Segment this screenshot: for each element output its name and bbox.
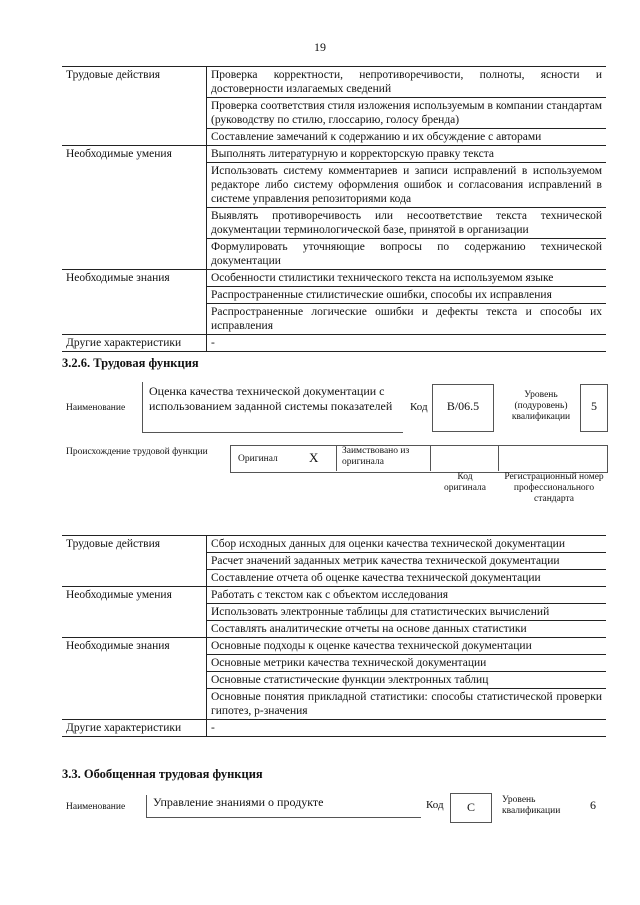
level-box — [580, 384, 608, 432]
table2-row — [62, 638, 606, 655]
orig-code-label: Код оригинала — [444, 472, 486, 493]
item-cell: Расчет значений заданных метрик качества технической документации — [207, 553, 607, 570]
item-cell: Составление отчета об оценке качества технической документации — [207, 570, 607, 587]
name-label-3-3: Наименование — [66, 802, 126, 812]
item-cell: - — [207, 720, 607, 737]
borrowed-label: Заимствовано из оригинала — [342, 446, 410, 467]
original-mark: X — [309, 450, 319, 465]
item-cell: Выполнять литературную и корректорскую правку текста — [207, 146, 607, 163]
level-label-3-3: Уровень квалификации — [502, 795, 561, 816]
page-number: 19 — [314, 40, 326, 54]
category-cell: Необходимые знания — [62, 270, 207, 335]
generalized-name-box — [146, 795, 421, 818]
item-cell: Использовать электронные таблицы для статистических вычислений — [207, 604, 607, 621]
function-name: Оценка качества технической документации с использованием заданной системы показателей — [149, 384, 393, 413]
code-value: B/06.5 — [446, 399, 480, 413]
item-cell: Основные понятия прикладной статистики: способы статистической проверки гипотез, p-значения — [207, 689, 607, 720]
item-cell: Распространенные логические ошибки и дефекты текста и способы их исправления — [207, 304, 607, 335]
origin-divider-3 — [498, 445, 499, 471]
item-cell: Особенности стилистики технического текста на используемом языке — [207, 270, 607, 287]
original-label: Оригинал — [238, 454, 278, 464]
item-cell: Составление замечаний к содержанию и их обсуждение с авторами — [207, 129, 607, 146]
item-cell: Выявлять противоречивость или несоответствие текста технической документации терминологической базе, принятой в организации — [207, 208, 607, 239]
requirements-table-2 — [62, 535, 606, 737]
origin-label: Происхождение трудовой функции — [66, 447, 208, 457]
item-cell: Распространенные стилистические ошибки, способы их исправления — [207, 287, 607, 304]
level-value: 5 — [591, 399, 597, 413]
code-label-3-3: Код — [426, 799, 444, 811]
origin-divider-1 — [336, 445, 337, 471]
table1-row — [62, 67, 606, 98]
code-box-3-3 — [450, 793, 492, 823]
category-cell: Трудовые действия — [62, 67, 207, 146]
item-cell: Сбор исходных данных для оценки качества технической документации — [207, 536, 607, 553]
table2-row — [62, 720, 606, 737]
table1-row — [62, 335, 606, 352]
table2-row — [62, 587, 606, 604]
category-cell: Необходимые умения — [62, 587, 207, 638]
item-cell: Составлять аналитические отчеты на основе данных статистики — [207, 621, 607, 638]
code-label: Код — [410, 401, 428, 413]
item-cell: Основные подходы к оценке качества технической документации — [207, 638, 607, 655]
item-cell: Работать с текстом как с объектом исследования — [207, 587, 607, 604]
category-cell: Другие характеристики — [62, 720, 207, 737]
code-box — [432, 384, 494, 432]
category-cell: Трудовые действия — [62, 536, 207, 587]
requirements-table-1 — [62, 66, 606, 352]
table1-row — [62, 146, 606, 163]
item-cell: Основные метрики качества технической документации — [207, 655, 607, 672]
category-cell: Необходимые знания — [62, 638, 207, 720]
table2-row — [62, 536, 606, 553]
function-name-box — [142, 382, 403, 433]
item-cell: Основные статистические функции электронных таблиц — [207, 672, 607, 689]
origin-divider-2 — [430, 445, 431, 471]
section-heading-3-2-6: 3.2.6. Трудовая функция — [62, 356, 199, 370]
category-cell: Другие характеристики — [62, 335, 207, 352]
reg-number-label: Регистрационный номер профессионального стандарта — [504, 472, 604, 504]
category-cell: Необходимые умения — [62, 146, 207, 270]
code-value-3-3: C — [466, 800, 475, 814]
item-cell: Использовать систему комментариев и записи исправлений в используемом редакторе либо систему оформления ошибок и согласования исправлений в системе управления репозиториями кода — [207, 163, 607, 208]
item-cell: Проверка соответствия стиля изложения используемым в компании стандартам (руководству по стилю, глоссарию, голосу бренда) — [207, 98, 607, 129]
section-heading-3-3: 3.3. Обобщенная трудовая функция — [62, 767, 263, 781]
item-cell: Проверка корректности, непротиворечивости, полноты, ясности и достоверности излагаемых сведений — [207, 67, 607, 98]
table1-row — [62, 270, 606, 287]
item-cell: - — [207, 335, 607, 352]
level-value-3-3: 6 — [590, 798, 596, 812]
generalized-name: Управление знаниями о продукте — [153, 795, 324, 809]
level-label: Уровень (подуровень) квалификации — [511, 390, 571, 422]
item-cell: Формулировать уточняющие вопросы по содержанию технической документации — [207, 239, 607, 270]
name-label: Наименование — [66, 403, 126, 413]
